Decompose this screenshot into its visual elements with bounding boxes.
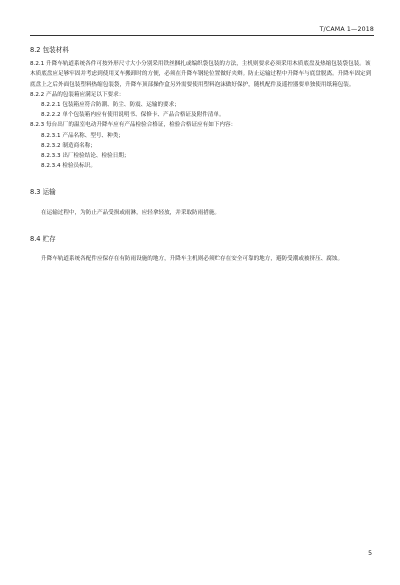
paragraph-8-4: 升降车轨道系统各配件应保存在有防雨设施的地方，升降车主机则必须贮存在安全可靠的地方，避防受潮或被挤压、腐蚀。 (41, 256, 344, 263)
item-8-2-3-4: 8.2.3.4 检验员标识。 (41, 163, 96, 170)
heading-8-4: 8.4 贮存 (30, 234, 56, 243)
heading-8-3: 8.3 运输 (30, 188, 56, 197)
item-8-2-3-2: 8.2.3.2 制造商名称； (41, 142, 96, 149)
item-8-2-3-1: 8.2.3.1 产品名称、型号、种类； (41, 132, 124, 139)
paragraph-8-3: 在运输过程中，为防止产品受损或雨淋，应轻拿轻放，并采取防雨措施。 (41, 209, 221, 216)
page-number: 5 (368, 550, 372, 557)
paragraph-8-2-1: 8.2.1 升降车轨道系统各件可按外形尺寸大小分别采用铁丝捆扎或编织袋包装的方法，主机则要求必须采用木质底盘及热缩包装袋包装。该木质底盘应足够牢固并考虑到使用叉车搬卸时的方便，必须在升降车钢轮位置做好夹辫。防止运输过程中升降车与底盘脱离。升降车固定到底盘上之后外面包装塑料热缩包装袋，升降车顶部操作盒另外需要使用塑料泡沫做好保护，随机配件及遥控器要单独使用纸箱包装。 (30, 61, 372, 88)
page-body (30, 45, 374, 264)
item-8-2-2: 8.2.2 产品的包装箱应满足以下要求： (30, 91, 125, 98)
header-rule (30, 35, 374, 36)
item-8-2-3: 8.2.3 每台出厂的温室电动升降车应有产品检验合格证，检验合格证应有如下内容： (30, 122, 237, 129)
item-8-2-2-2: 8.2.2.2 单个包装箱内应有使用说明书、保修卡、产品合格证及附件清单。 (41, 112, 225, 119)
standard-code: T/CAMA 1—2018 (319, 26, 374, 33)
item-8-2-2-1: 8.2.2.1 包装箱应符合防潮、防尘、防震、运输的要求； (41, 102, 180, 109)
item-8-2-3-3: 8.2.3.3 出厂检验结论、检验日期； (41, 153, 130, 160)
heading-8-2: 8.2 包装材料 (30, 46, 69, 54)
